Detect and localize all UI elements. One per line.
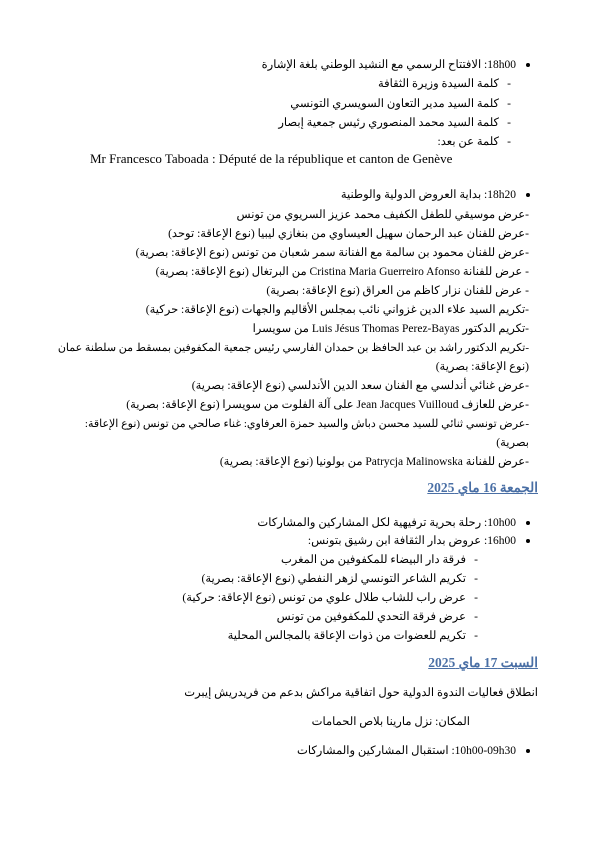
list-item: - عرض للفنان نزار كاظم من العراق (نوع الإعاقة: بصرية) [266,285,529,297]
sub-item: تكريم للعضوات من ذوات الإعاقة بالمجالس المحلية - [228,627,466,645]
list-item: -عرض تونسي ثنائي للسيد محسن دباش والسيد حمزة العرفاوي: غناء صالحي من تونس (نوع الإعاقة: [84,418,529,430]
list-item: -عرض للفنان محمود بن سالمة مع الفنانة سمر شعبان من تونس (نوع الإعاقة: بصرية) [135,247,529,259]
performances-bullet: 18h20: بداية العروض الدولية والوطنية [341,186,516,204]
list-item: -تكريم الدكتور Luis Jésus Thomas Perez-Bayas من سويسرا [252,323,529,335]
day-heading-friday: الجمعة 16 ماي 2025 [427,480,538,495]
list-item: -عرض للعازف Jean Jacques Vuilloud على آلة الفلوت من سويسرا (نوع الإعاقة: بصرية) [126,399,529,411]
list-item: -عرض غنائي أندلسي مع الفنان سعد الدين الأندلسي (نوع الإعاقة: بصرية) [191,380,529,392]
friday-bullet: 10h00: رحلة بحرية ترفيهية لكل المشاركين والمشاركات [257,514,516,532]
list-item: -تكريم الدكتور راشد بن عبد الحافظ بن حمدان الفارسي رئيس جمعية المكفوفين بمسقط من سلطنة عمان [57,342,529,354]
speech-item: كلمة السيد مدير التعاون السويسري التونسي - [290,95,499,113]
sub-item: عرض راب للشاب طلال علوي من تونس (نوع الإعاقة: حركية) - [182,589,466,607]
list-item: -تكريم السيد علاء الدين غزواني نائب بمجلس الأقاليم والجهات (نوع الإعاقة: حركية) [145,304,529,316]
speech-item: كلمة السيد محمد المنصوري رئيس جمعية إبصار - [278,114,499,132]
list-item: -عرض للفنانة Patrycja Malinowska من بولونيا (نوع الإعاقة: بصرية) [219,456,529,468]
list-item: - عرض للفنانة Cristina Maria Guerreiro Afonso من البرتغال (نوع الإعاقة: بصرية) [155,266,529,278]
remote-speaker: Mr Francesco Taboada : Député de la république et canton de Genève [90,151,453,166]
day-heading-saturday: السبت 17 ماي 2025 [428,655,538,670]
opening-bullet: 18h00: الافتتاح الرسمي مع النشيد الوطني بلغة الإشارة [262,56,516,74]
sub-item: تكريم الشاعر التونسي لزهر النفطي (نوع الإعاقة: بصرية) - [202,570,467,588]
venue-line: المكان: نزل مارينا بلاص الحمامات [311,716,470,728]
saturday-bullet: 10h00-09h30: استقبال المشاركين والمشاركات [297,742,516,760]
list-item: -عرض موسيقي للطفل الكفيف محمد عزيز السريوي من تونس [236,209,529,221]
sub-item: عرض فرقة التحدي للمكفوفين من تونس - [277,608,466,626]
list-item: (نوع الإعاقة: بصرية) [435,361,529,373]
seminar-intro: انطلاق فعاليات الندوة الدولية حول اتفاقية مراكش بدعم من فريدريش إيبرت [184,687,538,699]
friday-bullet: 16h00: عروض بدار الثقافة ابن رشيق بتونس: [308,532,516,550]
list-item: بصرية) [496,437,529,449]
speech-item: كلمة السيدة وزيرة الثقافة - [378,75,499,93]
speech-item: كلمة عن بعد: - [438,133,499,151]
sub-item: فرقة دار البيضاء للمكفوفين من المغرب - [281,551,466,569]
list-item: -عرض للفنان عبد الرحمان سهيل العيساوي من بنغازي ليبيا (نوع الإعاقة: توحد) [168,228,529,240]
